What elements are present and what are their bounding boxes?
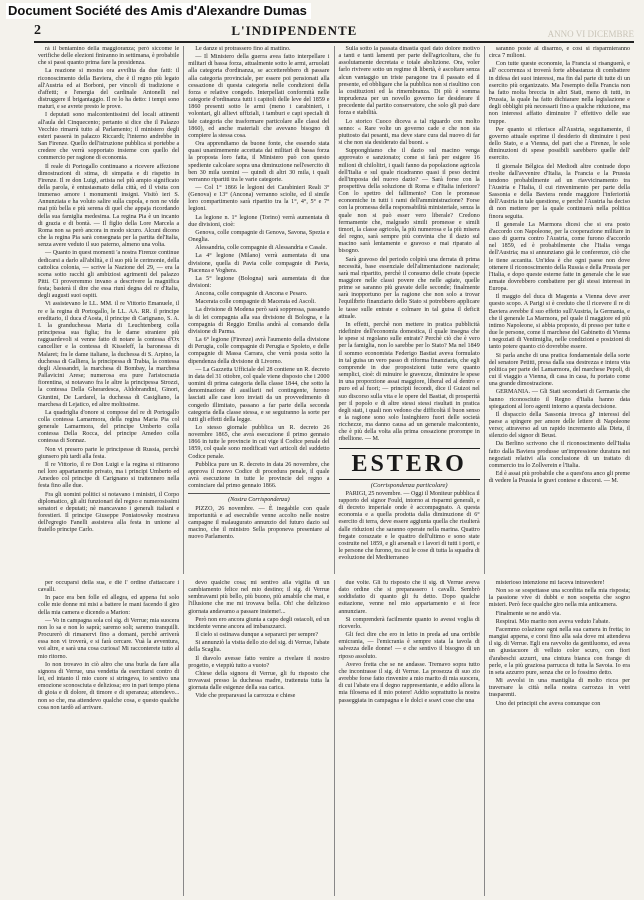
paragraph: Con tutte queste economie, la Francia si risanguerà, e all' occorrenza si troverà forte abbastanza di combattere in difesa dei suoi interessi, ma fin dal parte di tutte di un esercito più organizzato. Ma l'esempio della Francia non ha fatto molta breccia in altri Stati, meno di tutti, in Prussia, la quale ha fatto dichiarare nella legislazione e degli obblighi più necessarii fino a qualche riduzione, ma non interessi affatto diminuire l' effettivo delle sue truppe.	[488, 61, 630, 125]
paragraph: Uno dei principii che aveva comunque con	[495, 700, 601, 707]
paragraph: In effetti, perchè non mettere in pratica pubblicità ridefinire dell'economia domestica, il quale insegna che le spese si regolano sulle entrate? Perchè ciò che è vero per la famiglia, non lo sarebbe per lo Stato? Ma nel 1849 il sommo economista Federigo Bastiat aveva formulato in tal guisa un vero passo di riforma finanziaria, che egli comprende in due proposizioni tutte vere quanto semplici, cioè: di minuire le gravezze, diminuire le spese in una proporzione assai maggiore, liberal ed al dentro e puro ed al fuori; — principii fecondi, dice il Guizot nel suo discorso sulla vita e le opere del Bastiat, di prosperità per il popolo e di altre stessi stessi risultati in pratica degli stati, i quali non vedono che difficoltà il buon senso e la ragione sono solo lusinghiero fuori delle società ricchezze, ma danno causa ad un generale malcontento, che è più della volta alla prima cessazione prorompe in ribellione. — M.	[338, 321, 480, 443]
faded-bleed-title: ANNO VI DICEMBRE	[547, 29, 634, 39]
paragraph: Genova, colle compagnie di Genova, Savona, Spezia e Oneglia.	[188, 229, 330, 244]
paragraph: Fra gli uomini politici si notavano i ministri, il Corpo diplomatico, gli alti funzionari del regno e numerosissimi senatori e deputati; nè mancavano i generali italiani e forestieri. Il principe Giuseppe Poniatowsky mostrava dell'egregio Fanelli assisteva alla festa in unione al fratello principe Carlo.	[38, 491, 180, 534]
paragraph: Sulla sotto la passata dinastia quel dato dolore motivo a tanti e tanti lamenti per parte dell'agricoltura, che fu assolutamente decretata e totale abolizione. Ora, voler farlo rivivere sotto un regime di libertà, è ascoltare senza alcun vantaggio un triste paragone tra il passato ed il presente, ed obbligare che la pubblica non si risultino con la costituzioni ed la rimembranza. Di più è somma imprudenza per un novello governo far desiderare il precedente dal partito conservatore, che solo gli può dare forza e stabilità.	[338, 46, 480, 117]
paragraph: Vide che preparavasi la carrozza e chiese	[195, 693, 296, 700]
paragraph: Mi avvolsi in una mantiglia di molto ricca per traversare la città nella nostra carrozza in vetri trasparenti.	[488, 678, 630, 699]
paragraph: Il reale di Portogallo continuano a ricevere affezione dimostrazioni di stima, di simpatia e di rispetto in Firenze. Il re don Luigi, artista nel più ampio significato della parola, è entusiasmato della città, ed il visita con immenso amore i monumenti insigni. Visitò ieri S. Annunziata e ha voluto salire sulla cupola, e non ne vide mai più bella e più serena di quel che appaja ricordando della sua famiglia medesima. La regina Pia è un incanto di grazia e di bontà. — Il figlio della Lore Marcela a Roma non sa però ancora in modo sicuro. Alcuni dicono che la regina Pia sarà consegnata per la partita del'Italia, senza avere veduto il suo paterno, almeno una volta.	[38, 163, 180, 249]
paragraph: Da Berlino scrivono che il riconoscimento dell'Italia fatto dalla Baviera produsse un'impressione duratura nei negoziati relativi alla conclusione di un trattato di commercio tra lo Zollverein e l'Italia.	[488, 441, 630, 469]
paragraph: Il cielo si ostinava dunque a separarci per sempre?	[195, 632, 319, 639]
newspaper-title: L'INDIPENDENTE	[231, 23, 358, 38]
paragraph: Alessandria, colle compagnie di Alessandria e Casale.	[195, 245, 327, 252]
paragraph: per occuparsi della sua, e diè l' ordine d'attaccare i cavalli.	[38, 580, 180, 594]
paragraph: Ancona, colle compagnie di Ancona e Pesaro.	[195, 291, 308, 298]
paragraph: La reazione si mostra ora avvilita da due fatti: il riconoscimento della Baviera, che è il regno più legato all'Austria ed ai Borboni, per vincoli di tradizione e d'affetti; e l'energia del cardinale Antonelli nel distruggere il brigantaggio. Il re lo ha detto: i tempi sono maturi, e se avrete presto le prove.	[38, 68, 180, 111]
paragraph: Si comprenderà facilmente quanto io avessi voglia di riceverlo.	[338, 616, 480, 630]
feuilleton-column-2	[183, 580, 333, 896]
paragraph: Il maggio del duca di Magenta a Vienna deve aver questo scopo. A Parigi si è creduto che il ricevere il re di Baviera avrebbe il suo effetto sull'Austria, la Germania, e che il generale La Marmora, pel quale il maggiore ed più intimo Napoleone, si abbia proposto, di presso per tutte e due le persone, come il marchese del Gabinetto di Vienna i negoziati di Ventimiglia, nelle condizioni e posizioni di tanto potere quanto ciò dovrebbe essere.	[488, 294, 630, 351]
paragraph: — Quanto in quest momenti 'a nostra Firenze continue dedicarsi a darlo all'abilità, e il suo più le cerimonie, della cattolica colonia, — scrive la Nazione del 29, — era la scena sotto racchi gli ambiziosi agrimenti del palazzo Pitti. Ci proveremmo invano a descrivere la magnifica festa; basterà il dire che essa riunì degna del re d'Italia, degli augusti suoi ospiti.	[38, 250, 180, 300]
paragraph: Si parla anche di una pratica fondamentale della sorte del senatore Petitti, presa dalla sua destrezza e intera vita politica per parte del Lamarmora, del marchese Pepoli, di cui il viaggio a Vienna, di casa in casa, fu portato come una grande dimostrazione.	[488, 352, 630, 388]
paragraph: Ed è assai più probabile che a quest'ora anco gli preme di vedere la Prussia le gravi contese e discorsi. — M.	[488, 471, 630, 485]
column-3	[334, 46, 484, 574]
paragraph: Il giornale Bélgica del Mediodi altre contrade dopo rivolte dall'avvenire d'Italia, la Francia e la Prussia tendono probabilmente ad un riavvicinamento tra l'Austria e l'Italia, il cui rinvenimento per parte della Sassonia e della Baviera rende maggiore l'inferiorità dell'Austria in tale questione, e perchè l'Austria ha deciso di non mettere per la quale continuerà nella politica finora seguita.	[488, 163, 630, 220]
paragraph: Avevo fretta che se ne andasse. Tremavo sopra tutto che incontrasse il sig. di Verrue. La prosezza di suo zio avrebbe forse fatto rinvenire a mio marito di mia suocera, di cui l'abate era il degno rappresentante, e addio allora la mia filosena ed il mio potere! Addio soprattutto la nostra passeggiata in campagna e le dolci e soavi cose che una	[338, 661, 480, 704]
paragraph: Lo stesso giornale pubblica un R. decreto 26 novembre 1865, che avrà esecuzione il primo gennaio 1866 in tutte le provincie in cui vige il Codice penale del 1859, col quale sono modificati vari articoli del suddetto Codice penale.	[188, 424, 330, 460]
feuilleton-column-4	[484, 580, 634, 896]
paragraph: Ora apprendiamo da buone fonte, che essendo stata quasi unanimemente accettata dai militari di bassa forza la proposta loro fatta, il Ministero può con questo spediente calcolare sopra una diminuzione nell'esercito di ben 30 mila uomini — quindi di altri 30 mila, i quali verranno ripartiti tra le varie categorie.	[188, 141, 330, 183]
paragraph: — Vo in campagna sola col sig. di Verrue; mia suocera non lo sa e non lo saprà; saremo soli; saremo tranquilli. Procurerò di rimanervi fino a domani, perchè arriverà essa non vi troverà, e si farà cercare. Vuà la avventura, voi altre, e sarà una cosa curiosa! Mi racconterete tutto al mio ritorno.	[38, 617, 180, 660]
estero-heading: ESTERO	[339, 448, 480, 480]
masthead	[34, 21, 634, 43]
paragraph: La 6° legione (Firenze) avrà l'aumento della divisione di Perugia, colle compagnie di Perugia e Spoleto, e delle compagnie di Massa Carrara, che verrà posta sotto la dipendenza della divisione di Livorno.	[188, 337, 330, 365]
paragraph: Il generale La Marmora dicesi che si era posto d'accordo con Napoleone, per la cooperazione militare in caso di guerra contro l'Austria, come furono d'accordo nel 1859, ed è probabilmente che l'Italia venga dell'Austria; ma si annunziano già le conferenze, ciò che le tiene accanita. Un'idea è che ogni paese non dove ottenere il riconoscimento della Russia e della Prussia per l'Italia, e dopo queste esterne fatte in generale che le sue armate dovrebbero combattere per gli stessi interessi in Europa.	[488, 221, 630, 293]
paragraph: Chiese della signora di Verrue, gli fu risposto che trovavasi presso la duchessa madre, trattenuta tutta la giornata dalle esigenze della sua carica.	[188, 670, 330, 692]
paragraph: Macerata colle compagnie di Macerata ed Ascoli.	[195, 299, 316, 306]
paragraph: La divisione di Modena però sarà soppressa, passando la di lei compagnia alla sua divisione di Bologna, e la compagnia di Reggio Emilia andrà al comando della divisione di Parma.	[188, 307, 330, 335]
paragraph: Il dispaccio della Sassonia invoca gl' interessi del paese a spingere per amore delle lettere di Napoleone verso; attraverso ad un rapido incremento alla Dieta, il silenzio del signor di Beust.	[488, 411, 630, 440]
paragraph: Pubblica pure un R. decreto in data 26 novembre, che approva il nuovo Codice di procedura penale, il quale avrà esecuzione in tutte le provincie del regno a cominciare dal primo gennaio 1866.	[188, 461, 330, 490]
paragraph: Per quanto si riferisce all'Austria, seguitamente, il governo attuale esprime il desiderio di diminuire i pesi dello Stato, e a Vienna, del pari che a Firenze, le sole diminuzioni di spese possibili sarebbero quelle dell' esercito.	[488, 126, 630, 162]
feuilleton-columns	[34, 580, 634, 896]
top-columns	[34, 46, 634, 574]
paragraph: Sarà gravoso del periodo colpirà una derrata di prima necessità, base essenziale dell'alimentazione nazionale; sarà mal ripartito, perchè il consumo delle civate (specie maggiore nelle classi povere che nelle agiate, quelle prime se saranno più gravate delle seconde; finalmente sarà inopportuno per la ragione che non solo a trovar l'equilibrio finanziario dello Stato si potrebbero applicare le tasse sulle entrate e colmare in tal guisa il deficit attuale.	[338, 256, 480, 320]
paragraph: GERMANIA. — Gli Stati secondarii di Germania che hanno riconosciuto il Regno d'Italia hanno data spiegazioni al loro agenti intorno a questa decisione.	[488, 389, 630, 410]
paragraph: I deputati sono malcontentissimi del locali attinenti all'aula del Cinquecento; pertanto si dice che il Palazzo Vecchio rimarrà tutto al Parlamento; il ministero degli esteri passerà in palazzo Riccardi; l'interno andrebbe in San Firenze. Quello dell'istruzione pubblica si portebbe a credere che verrà sopportato insieme con quello del commercio per ragione di economia.	[38, 112, 180, 162]
paragraph: PIZZO, 26 novembre. — È inegabile con quale importunità e ad esecrabile venne accolto nelle nostre campagne il malaugurato annunzio del futuro dazio sul macino, che il ministro Sella proponeva presentare al nuovo Parlamento.	[188, 505, 330, 541]
paragraph: devo qualche cosa; mi sentivo alla vigilia di un cambiamento felice nel mio destino; il sig. di Verrue sembravami più bello, più buono, più amabile che mai, e l'illusione che me mi trovava bella. Oh! che delizioso giornata andavamo a passare insieme!...	[188, 580, 330, 615]
paragraph: Facemmo colazione ogni nella sua camera in fretta; io mangiai appena, e corsi fino alla sala dove mi attendeva il sig. di Verrue. Egli era ravvolto da gentiluomo, ed avea un giustacuore di velluto color scuro, con fiori d'arabeschi azzurri, una cintura bianca con frange di perle, e la più graziosa parrucca di tutta la Savoia. Io era in seta azzurro pure, senza che ce lo fossimo detto.	[488, 626, 630, 676]
paragraph: — Il Ministero della guerra avea fatto interpellare i militari di bassa forza, attualmente sotto le armi, arruolati alla categoria d'ordinanza, se accetterebbero di passare alla categoria provinciale, per essere poi pensionati alla cessazione di questa categoria nelle condizioni della forza e relative congedo. Interpellati conformità nelle categorie d'ordinanza tutti i capitoli delle leve del 1859 e 1860 presenti sotto le armi (meno i carabinieri, i volontari, gli allievi uffiziali, i tamburi e capi speciali di tale categoria che trasformare particolare alle classi del 1860), ed anche materiali che avevano bisogno di compiere la stessa cosa.	[188, 54, 330, 139]
column-1	[34, 46, 183, 574]
feuilleton-column-3	[334, 580, 484, 896]
document-watermark: Document Société des Amis d'Alexandre Dumas	[6, 3, 311, 19]
paragraph: due volte. Gli fu risposto che il sig. di Verrue aveva dato ordine che si preparassero i cavalli. Sembrò soddisfatto di quanto gli fu detto. Dopo qualche esitazione, venne nel mio appartamento e si fece annunziare.	[338, 580, 480, 615]
paragraph: Gli feci dire che ero in letto in preda ad una orribile emicrania, — l'emicrania è sempre stata la tavola di salvezza delle donne! — e che sentivo il bisogno di un riposo assoluto.	[338, 632, 480, 660]
paragraph: Lo storico Cuoco diceva a tal riguardo con molto senno: « Rare volte un governo cade e che non sia piuttosto dai pesanti, ma deve stare cura dal nuovo di far si che non sia desiderato dal buoni. »	[338, 118, 480, 147]
paragraph: saranno poste al disarmo, e così si risparmieranno circa 7 milioni.	[488, 46, 630, 60]
paragraph: Respirai. Mio marito non aveva veduto l'abate.	[495, 618, 610, 625]
paragraph: La legione n. 1° legione (Torino) verrà aumentata di due divisioni, cioè:	[188, 214, 330, 228]
nostra-corrispondenza-label: (Nostra Corrispondenza)	[228, 497, 290, 504]
paragraph: Io non trovavo in ciò altro che una burla da fare alla signora di Verrue, una vendetta da esercitarsi contro di lei, ed intanto il mio cuore si stringeva, io sentivo una emozione sconosciuta e deliziosa; ero in pari tempo piena di gioia e di dolore, di timore e di speranza; attendevo... non so che, ma attendevo qualche cosa, e questo qualche cosa non tardò ad arrivare.	[38, 661, 180, 711]
paragraph: Il re Vittorio, il re Don Luigi e la regina si ritirarono nel loro appartamento privato, ma i principi Umberto ed Amedeo col principe di Carignano si trattennero nella festa fino alle due.	[38, 461, 180, 490]
column-2	[183, 46, 333, 574]
paragraph: Però non ero ancora giunta a capo degli ostacoli, ed un incidente venne ancora ad imbarazzarci.	[188, 616, 330, 630]
paragraph: In pace era ben folle ed allegra, ed appena fui solo colle mie donne mi misi a battere le mani facendo il giro della mia camera e dicendo a Marion:	[38, 595, 180, 616]
paragraph: Finalmente se ne andò via.	[495, 610, 561, 617]
paragraph: La 5° legione (Bologna) sarà aumentata di due divisioni:	[188, 275, 330, 289]
paragraph: La 4° legione (Milano) verrà aumentata di una divisione, quella di Pavia colle compagnie di Pavia, Piacenza e Voghera.	[188, 253, 330, 274]
feuilleton-column-1	[34, 580, 183, 896]
column-4	[484, 46, 634, 574]
page-number: 2	[34, 23, 41, 38]
paragraph: Il diavolo avesse fatto venire a rivelare il nostro progetto, e vieppiù tutto a vuoto?	[188, 655, 330, 669]
paragraph: rà il beniamino della maggioranza; però siccome le verifiche delle elezioni finiranno in settimana, è probabile che si passi quanto prima fare la presidenza.	[38, 46, 180, 67]
paragraph: Si annunziò la visita dello zio del sig. di Verrue, l'abate della Scaglia.	[188, 640, 330, 654]
paragraph: Non vi presero parte le principesse di Russia, perchè giunsero più tardi alla festa.	[38, 446, 180, 460]
paragraph: Le danze si protrassero fino al mattino.	[195, 46, 291, 52]
paragraph: La quadriglia d'onore si compose del re di Portogallo colla contessa Lamarmora, della regina Maria Pia col generale Lamarmora, del principe Umberto colla contessa Della Rocca, del principe Amedeo colla contessa di Sonnaz.	[38, 409, 180, 445]
estero-subtitle: (Corrispondenza particolare)	[370, 481, 448, 489]
paragraph: — La Gazzetta Ufficiale del 28 contiene un R. decreto in data del 31 ottobre, col quale viene disposto che i 2000 uomini di prima categoria della classe 1844, che sotto la denominazione di ausiliarii nel contingente, furono lasciati alle case loro inviati da un provvedimento di congedo illimitato, passano a far parte della seconda categoria della classe stessa, e se seguiranno la sorte per tutti gli effetti della legge.	[188, 366, 330, 423]
paragraph: Supponghiamo che il dazio sul macino venga approvato e sanzionato; come si farà per esigere 16 milioni di chilolitri, i quali fanno da popolazione agricola dell'Italia e sul quale ricadranno quasi il peso decimi dell'imposta del nuovo dazio? — Sarà forse con la prospettiva della soluzione di Roma e d'Italia inferiore? Con lo spettro del fallimento? Con le promesse economiche in tutti i rami dell'amministrazione? Forse con la promessa della responsabilità ministeriale, senza la quale non si può esser vero liberale? Credono fermamente che, malgrado simili promesse e simili timori, la classe agricola, la più numerosa e la più misera del regno, sarà sempre più convinta che il dazio sul macino sarà lentamente e gravoso e mai riparato al bisogno.	[338, 148, 480, 255]
paragraph: misterioso intenzione mi faceva intravedere!	[495, 580, 605, 586]
paragraph: Vi assistevano le LL. MM. il re Vittorio Emanuele, il re e la regina di Portogallo, le LL. AA. RR. il principe ereditario, il duca d'Aosta, il principe di Carignano, S. A. I. la granduchessa Maria di Leuchtenberg colla principessa sua figlia; fra le dame straniere più ragguardevoli si venne fatto di notare la contessa d'Ox cancellier e la contessa di Kisseleff, la baronessa di Malaret; fra le dame italiane, la duchessa di S. Arpino, la duchessa di Galliera, la principessa di Trabia, la contessa degli Alessandri, la marchesa di Bombay, la marchesa Pallavicini Arese; numerosa era pure l'aristocrazia fiorentina, si notavano fra le altre la principessa Strozzi, la contessa Della Gherardesca, Aldobrandini, Ginori, Giuntini, De Lardarel, la duchessa di Casigliano, la marchesa di Lejatico, ed altre moltissime.	[38, 301, 180, 408]
paragraph: Non so se sospettasse una sconfitta nella mia risposta; la passione vive di dubbi e non sospetta che sogno misteri. Però fece qualche giro nella mia anticamera.	[488, 588, 630, 609]
paragraph: — Col 1° 1866 le legioni dei Carabinieri Reali 3° (Genova) e 13° (Ancona) verranno sciolte, ed il simile loro compartimento sarà ripartito tra la 1°, 4°, 5° e 7° legioni.	[188, 184, 330, 213]
paragraph: PARIGI, 25 novembre. — Oggi il Moniteur pubblica il rapporto del signor Fould, intorno ai risparmi generali, e di decreto imperiale onde è accompagnato. A questa economia e a quella prodotta dalla diminuzione di 6° esercito di terra, deve essere aggiunta quella che risulterà dalle riduzioni che saranno operate nella marina. Quattro fregate corazzate e le quattro dell'ultimo e sono state costruite nel 1859, e gli arsenali e i lavori di tutti i porti, e le persone che furono, tra cui le cose di tutta la squadra di evoluzione del Mediterraneo	[338, 490, 480, 562]
